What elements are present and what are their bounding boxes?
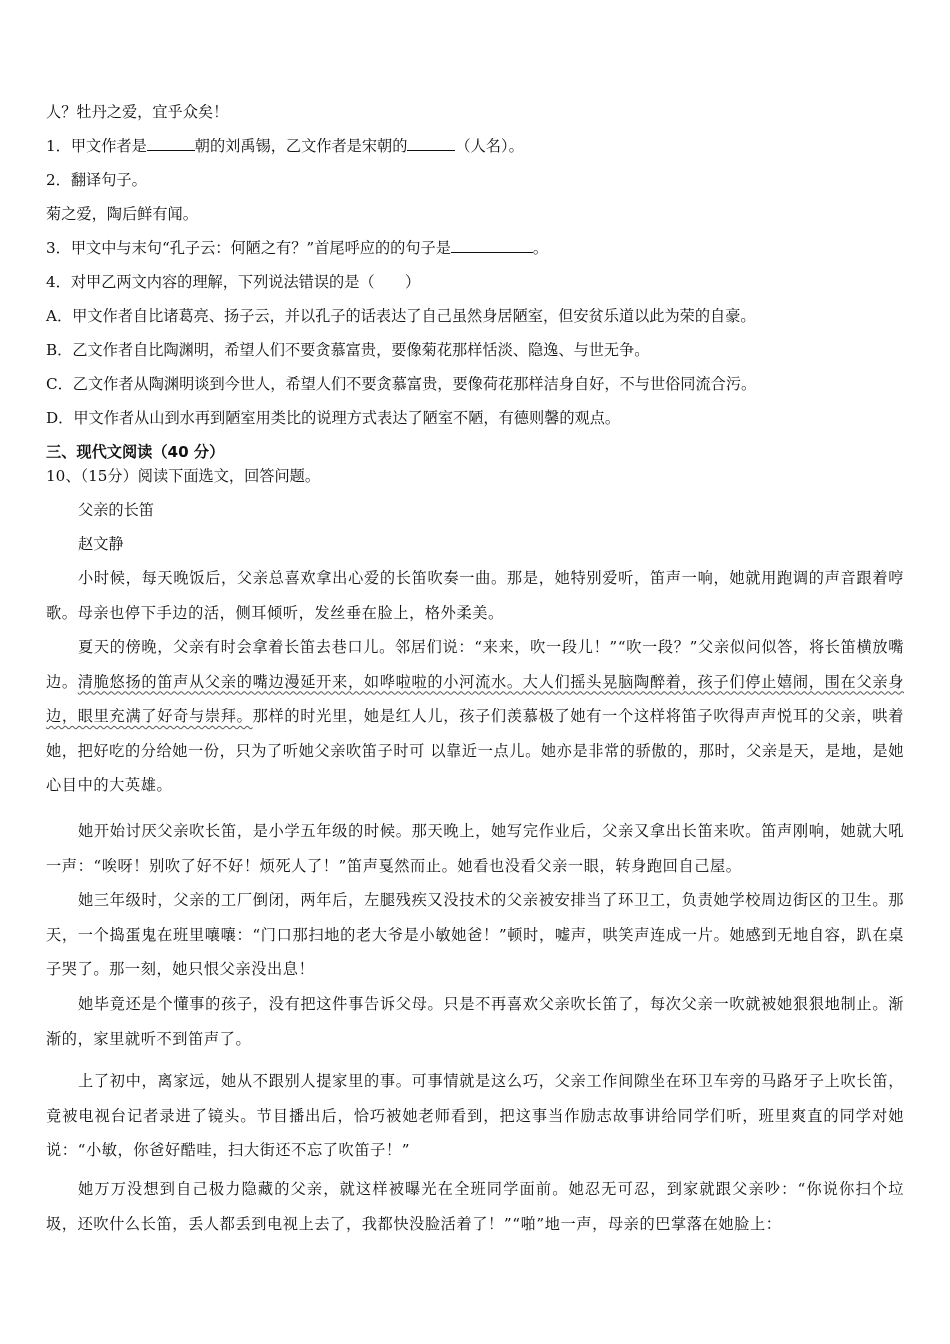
- option-c: C．乙文作者从陶渊明谈到今世人，希望人们不要贪慕富贵，要像荷花那样洁身自好，不与世俗同流合污。: [46, 375, 757, 393]
- text-line: 人？牡丹之爱，宜乎众矣！: [46, 103, 229, 121]
- paragraph: 她三年级时，父亲的工厂倒闭，两年后，左腿残疾又没技术的父亲被安排当了环卫工，负责她学校周边街区的卫生。那天，一个捣蛋鬼在班里嚷嚷：“门口那扫地的老大爷是小敏她爸！”顿时，嘘声，哄笑声连成一片。她感到无地自容，趴在桌子哭了。那一刻，她只恨父亲没出息！: [46, 891, 904, 978]
- question-3: [46, 238, 906, 258]
- question-1-text: 朝的刘禹锡，乙文作者是宋朝的: [194, 137, 408, 155]
- option-a: A．甲文作者自比诸葛亮、扬子云，并以孔子的话表达了自己虽然身居陋室，但安贫乐道以此为荣的自豪。: [46, 307, 756, 325]
- question-2-sentence: 菊之爱，陶后鲜有闻。: [46, 205, 198, 223]
- option-d: D．甲文作者从山到水再到陋室用类比的说理方式表达了陋室不陋，有德则馨的观点。: [46, 409, 621, 427]
- article-author: 赵文静: [78, 535, 124, 553]
- paragraph-text: 那样的时光里，她是红人儿，孩子们羡慕极了她有一个这样将笛子吹得声声悦耳的父亲，哄着她，把好吃的分给她一份，只为了听她父亲吹笛子时可 以靠近一点儿。她亦是非常的骄傲的，那时，父亲是天，是地，是她心目中的大英雄。: [46, 707, 904, 794]
- question-3-text: 3．甲文中与末句“孔子云：何陋之有？”首尾呼应的的句子是: [46, 239, 451, 257]
- underlined-sentence: 清脆悠扬的笛声从父亲的嘴边漫延开来，如哗啦啦的小河流水。大人们摇头晃脑陶醉着，孩子们停止嬉闹，围在父亲身边，眼里充满了好奇与崇拜。: [46, 672, 905, 725]
- paragraph: 她开始讨厌父亲吹长笛，是小学五年级的时候。那天晚上，她写完作业后，父亲又拿出长笛来吹。笛声刚响，她就大吼一声：“唉呀！别吹了好不好！烦死人了！”笛声戛然而止。她看也没看父亲一眼，转身跑回自己屋。: [46, 822, 904, 875]
- question-1-text: 1．甲文作者是: [46, 137, 147, 155]
- paragraph: 上了初中，离家远，她从不跟别人提家里的事。可事情就是这么巧，父亲工作间隙坐在环卫车旁的马路牙子上吹长笛，竟被电视台记者录进了镜头。节目播出后，恰巧被她老师看到，把这事当作励志故事讲给同学们听，班里爽直的同学对她说：“小敏，你爸好酷哇，扫大街还不忘了吹笛子！”: [46, 1072, 904, 1159]
- question-4: 4．对甲乙两文内容的理解，下列说法错误的是（ ）: [46, 273, 421, 291]
- paragraph: 她毕竟还是个懂事的孩子，没有把这件事告诉父母。只是不再喜欢父亲吹长笛了，每次父亲一吹就被她狠狠地制止。渐渐的，家里就听不到笛声了。: [46, 995, 904, 1048]
- question-1-text: （人名）。: [455, 137, 524, 155]
- option-b: B．乙文作者自比陶渊明，希望人们不要贪慕富贵，要像菊花那样恬淡、隐逸、与世无争。: [46, 341, 650, 359]
- answer-blank[interactable]: [451, 238, 533, 253]
- paragraph: [46, 630, 904, 803]
- paragraph: 她万万没想到自己极力隐藏的父亲，就这样被曝光在全班同学面前。她忍无可忍，到家就跟父亲吵：“你说你扫个垃圾，还吹什么长笛，丢人都丢到电视上去了，我都快没脸活着了！”“啪”地一声，母亲的巴掌落在她脸上：: [46, 1180, 904, 1233]
- section-heading: 三、现代文阅读（40 分）: [46, 443, 225, 461]
- answer-blank[interactable]: [407, 136, 455, 151]
- question-10: 10、（15分）阅读下面选文，回答问题。: [46, 467, 321, 485]
- paragraph-text: 夏天的傍晚，父亲有时会拿着长笛去巷口儿。邻居们说：“来来，吹一段儿！”“吹一段？”父亲似问似答，将长笛横放嘴边。: [46, 638, 904, 691]
- answer-blank[interactable]: [147, 136, 195, 151]
- question-2: 2．翻译句子。: [46, 171, 147, 189]
- article-title: 父亲的长笛: [78, 501, 154, 519]
- question-1: [46, 136, 906, 156]
- question-3-text: 。: [532, 239, 549, 257]
- paragraph: 小时候，每天晚饭后，父亲总喜欢拿出心爱的长笛吹奏一曲。那是，她特别爱听，笛声一响，她就用跑调的声音跟着哼歌。母亲也停下手边的活，侧耳倾听，发丝垂在脸上，格外柔美。: [46, 569, 904, 622]
